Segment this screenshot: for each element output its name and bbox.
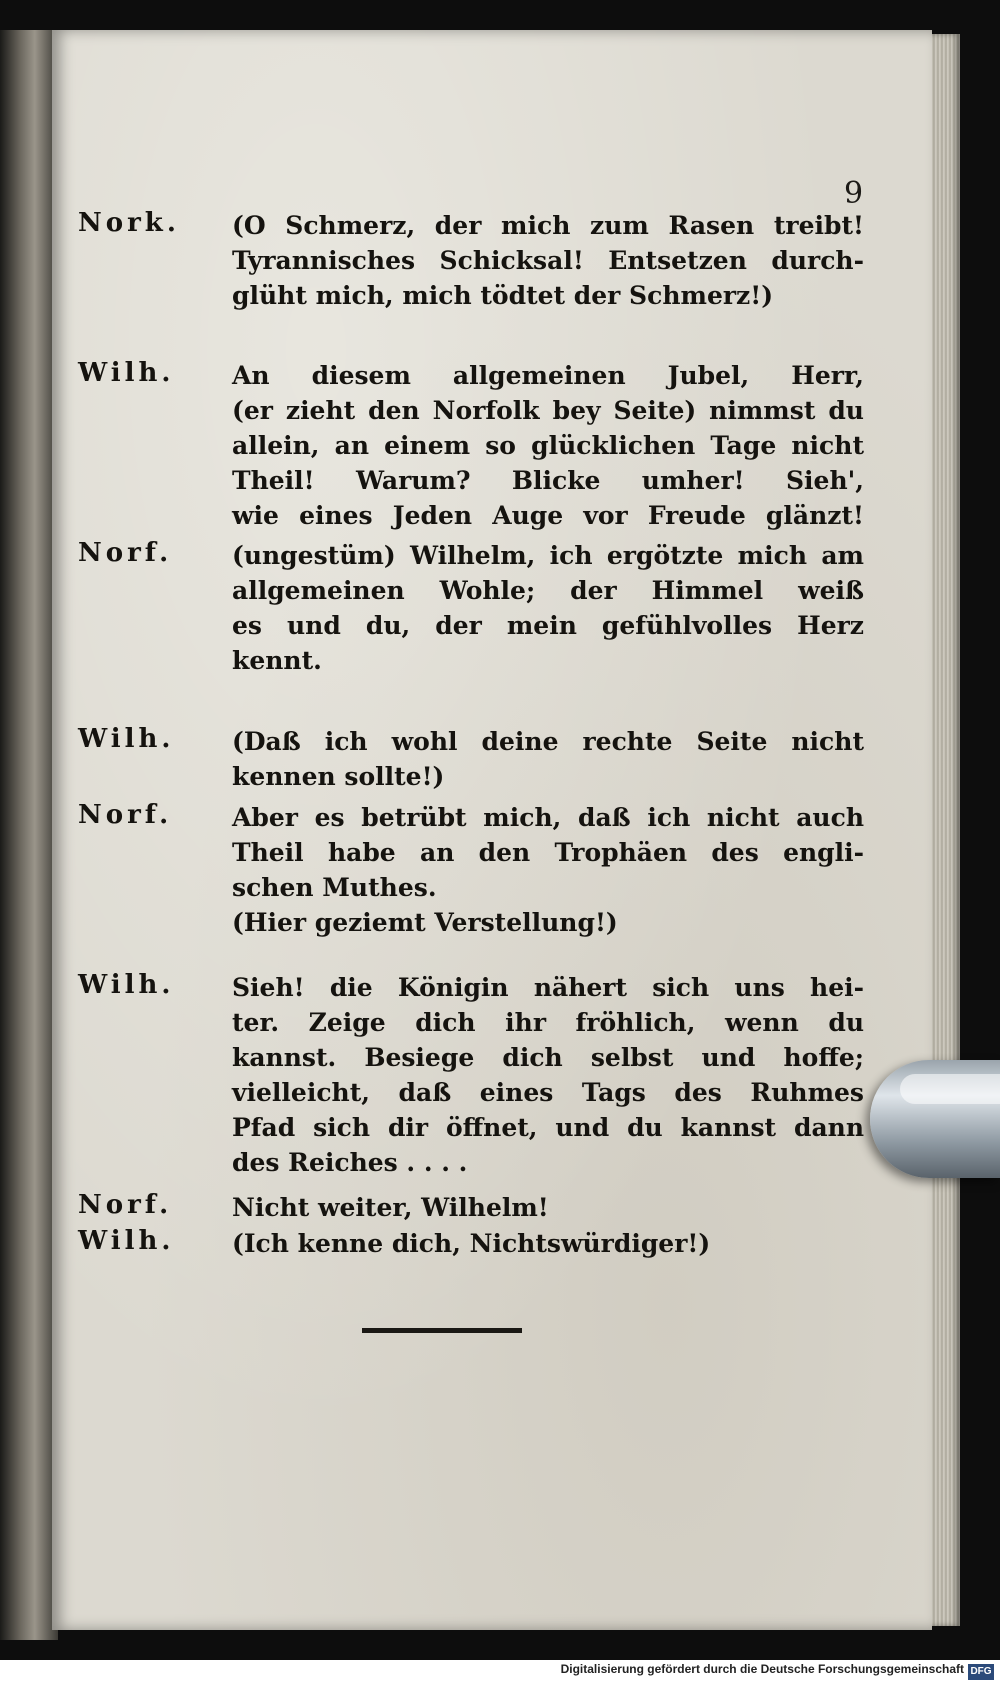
speech-text (232, 800, 864, 940)
text-line: Aber es betrübt mich, daß ich nicht auch (232, 803, 864, 832)
text-line: (Hier geziemt Verstellung!) (232, 908, 618, 937)
dfg-logo: DFG (968, 1664, 994, 1680)
text-line: allgemeinen Wohle; der Himmel weiß (232, 576, 864, 605)
speech-text (232, 724, 864, 794)
text-line: allein, an einem so glücklichen Tage nicht (232, 431, 864, 460)
text-line: des Reiches . . . . (232, 1148, 468, 1177)
text-line: kennen sollte!) (232, 762, 445, 791)
speaker-label: Norf. (78, 1190, 173, 1220)
speech-text (232, 1226, 864, 1261)
text-line: kennt. (232, 646, 322, 675)
text-line: (Daß ich wohl deine rechte Seite nicht (232, 727, 864, 756)
text-line: vielleicht, daß eines Tags des Ruhmes (232, 1078, 864, 1107)
speech-text (232, 1190, 864, 1225)
text-line: ter. Zeige dich ihr fröhlich, wenn du (232, 1008, 864, 1037)
speech-text (232, 538, 864, 678)
text-line: es und du, der mein gefühlvolles Herz (232, 611, 864, 640)
speech-text (232, 970, 864, 1180)
text-line: wie eines Jeden Auge vor Freude glänzt! (232, 501, 864, 530)
text-line: (O Schmerz, der mich zum Rasen treibt! (232, 211, 864, 240)
speaker-label: Wilh. (78, 1226, 175, 1256)
text-line: Theil habe an den Trophäen des engli- (232, 838, 864, 867)
speaker-label: Wilh. (78, 358, 175, 388)
page-edges (932, 34, 960, 1626)
text-line: An diesem allgemeinen Jubel, Herr, (232, 361, 864, 390)
page-clip-highlight (900, 1074, 1000, 1104)
speaker-label: Wilh. (78, 970, 175, 1000)
text-line: Tyrannisches Schicksal! Entsetzen durch- (232, 246, 864, 275)
text-line: schen Muthes. (232, 873, 437, 902)
speaker-label: Norf. (78, 538, 173, 568)
end-rule (362, 1328, 522, 1333)
text-line: kannst. Besiege dich selbst und hoffe; (232, 1043, 864, 1072)
text-line: (Ich kenne dich, Nichtswürdiger!) (232, 1229, 711, 1258)
speaker-label: Norf. (78, 800, 173, 830)
text-line: glüht mich, mich tödtet der Schmerz!) (232, 281, 774, 310)
book-binding (0, 30, 58, 1640)
speaker-label: Nork. (78, 208, 180, 238)
page-number: 9 (844, 176, 864, 211)
text-line: (er zieht den Norfolk bey Seite) nimmst du (232, 396, 864, 425)
text-line: Pfad sich dir öffnet, und du kannst dann (232, 1113, 864, 1142)
text-line: Nicht weiter, Wilhelm! (232, 1193, 549, 1222)
speaker-label: Wilh. (78, 724, 175, 754)
book-page (52, 30, 932, 1630)
speech-text (232, 358, 864, 533)
footer-credit: Digitalisierung gefördert durch die Deutsche Forschungsgemeinschaft (560, 1662, 964, 1676)
text-line: (ungestüm) Wilhelm, ich ergötzte mich am (232, 541, 864, 570)
text-line: Sieh! die Königin nähert sich uns hei- (232, 973, 864, 1002)
speech-text (232, 208, 864, 313)
text-line: Theil! Warum? Blicke umher! Sieh', (232, 466, 864, 495)
